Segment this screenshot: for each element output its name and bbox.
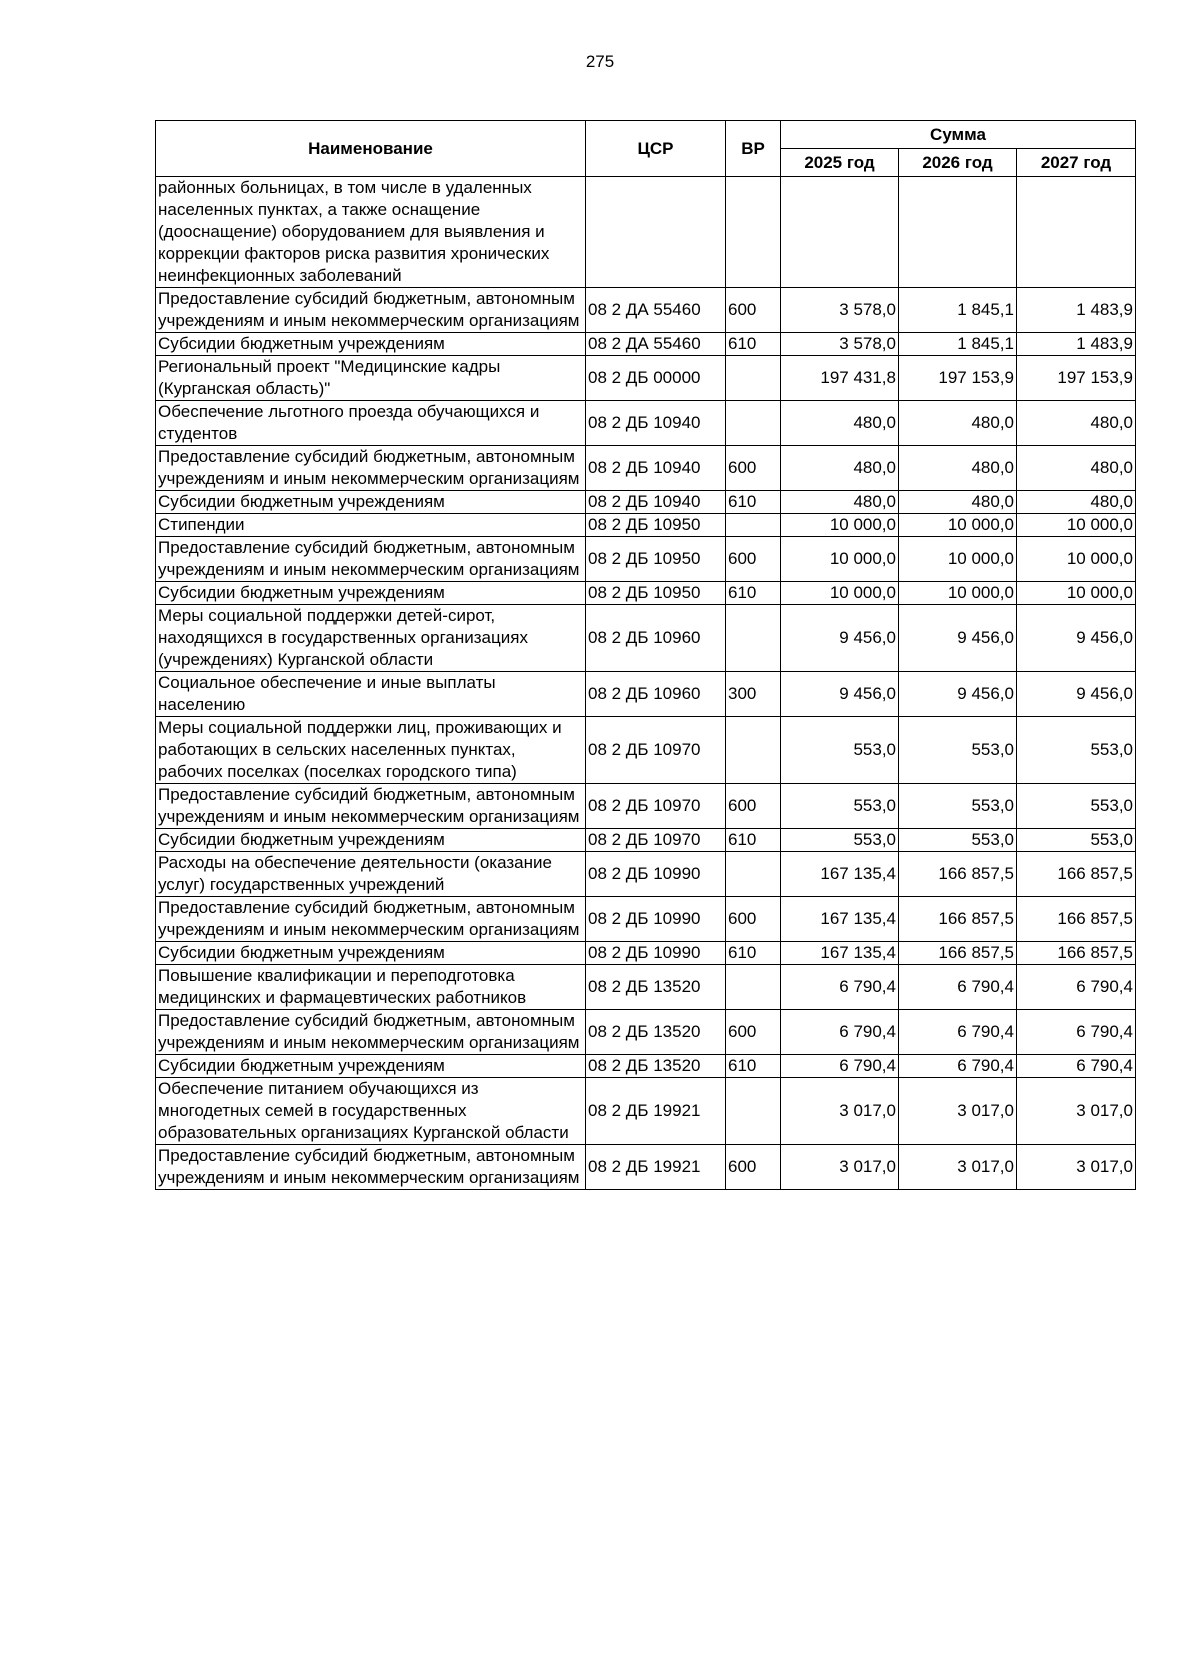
row-csr: 08 2 ДБ 10970 <box>586 717 726 784</box>
row-amount-2025: 480,0 <box>781 446 899 491</box>
row-amount-2026: 480,0 <box>899 446 1017 491</box>
row-amount-2027: 6 790,4 <box>1017 965 1136 1010</box>
row-vr: 610 <box>726 942 781 965</box>
row-amount-2027: 10 000,0 <box>1017 537 1136 582</box>
row-amount-2026: 553,0 <box>899 784 1017 829</box>
table-row <box>156 582 1136 605</box>
row-name: Социальное обеспечение и иные выплаты населению <box>156 672 586 717</box>
row-amount-2027: 6 790,4 <box>1017 1055 1136 1078</box>
table-row <box>156 829 1136 852</box>
row-amount-2026: 553,0 <box>899 829 1017 852</box>
row-name: Субсидии бюджетным учреждениям <box>156 829 586 852</box>
table-row <box>156 491 1136 514</box>
row-vr: 610 <box>726 582 781 605</box>
row-vr: 600 <box>726 288 781 333</box>
table-row <box>156 537 1136 582</box>
table-row <box>156 672 1136 717</box>
table-row <box>156 897 1136 942</box>
table-row <box>156 942 1136 965</box>
row-vr <box>726 401 781 446</box>
row-amount-2025: 10 000,0 <box>781 537 899 582</box>
row-vr <box>726 514 781 537</box>
row-name: Субсидии бюджетным учреждениям <box>156 582 586 605</box>
row-vr: 600 <box>726 784 781 829</box>
row-name: Субсидии бюджетным учреждениям <box>156 942 586 965</box>
row-name: Предоставление субсидий бюджетным, автономным учреждениям и иным некоммерческим организациям <box>156 1145 586 1190</box>
row-vr: 610 <box>726 1055 781 1078</box>
row-csr: 08 2 ДБ 13520 <box>586 965 726 1010</box>
table-row <box>156 1078 1136 1145</box>
row-amount-2027: 9 456,0 <box>1017 605 1136 672</box>
row-name: Стипендии <box>156 514 586 537</box>
row-amount-2026: 1 845,1 <box>899 333 1017 356</box>
row-csr: 08 2 ДБ 10990 <box>586 897 726 942</box>
row-csr <box>586 177 726 288</box>
row-amount-2026: 1 845,1 <box>899 288 1017 333</box>
row-amount-2026: 480,0 <box>899 491 1017 514</box>
row-csr: 08 2 ДБ 10970 <box>586 829 726 852</box>
row-csr: 08 2 ДБ 10940 <box>586 491 726 514</box>
row-amount-2025: 6 790,4 <box>781 1010 899 1055</box>
row-csr: 08 2 ДБ 13520 <box>586 1010 726 1055</box>
row-amount-2027: 166 857,5 <box>1017 852 1136 897</box>
row-amount-2027: 553,0 <box>1017 784 1136 829</box>
table-row <box>156 177 1136 288</box>
row-amount-2026: 480,0 <box>899 401 1017 446</box>
row-vr: 610 <box>726 333 781 356</box>
row-csr: 08 2 ДА 55460 <box>586 333 726 356</box>
table-row <box>156 356 1136 401</box>
row-vr <box>726 717 781 784</box>
row-csr: 08 2 ДА 55460 <box>586 288 726 333</box>
row-csr: 08 2 ДБ 10940 <box>586 401 726 446</box>
row-csr: 08 2 ДБ 10990 <box>586 852 726 897</box>
row-amount-2026: 166 857,5 <box>899 852 1017 897</box>
row-csr: 08 2 ДБ 10990 <box>586 942 726 965</box>
row-amount-2026: 166 857,5 <box>899 897 1017 942</box>
row-amount-2027 <box>1017 177 1136 288</box>
row-amount-2026: 6 790,4 <box>899 1010 1017 1055</box>
header-year-2027: 2027 год <box>1017 149 1136 177</box>
row-amount-2027: 197 153,9 <box>1017 356 1136 401</box>
row-amount-2025: 10 000,0 <box>781 514 899 537</box>
table-row <box>156 401 1136 446</box>
row-vr: 600 <box>726 537 781 582</box>
row-name: Обеспечение льготного проезда обучающихся и студентов <box>156 401 586 446</box>
row-amount-2026: 197 153,9 <box>899 356 1017 401</box>
table-row <box>156 1145 1136 1190</box>
row-vr <box>726 356 781 401</box>
row-csr: 08 2 ДБ 19921 <box>586 1145 726 1190</box>
table-row <box>156 288 1136 333</box>
row-amount-2026: 10 000,0 <box>899 514 1017 537</box>
row-vr: 300 <box>726 672 781 717</box>
header-sum: Сумма <box>781 121 1136 149</box>
table-body <box>156 177 1136 1190</box>
row-amount-2027: 1 483,9 <box>1017 288 1136 333</box>
row-amount-2027: 3 017,0 <box>1017 1078 1136 1145</box>
row-amount-2025: 6 790,4 <box>781 965 899 1010</box>
row-amount-2026: 166 857,5 <box>899 942 1017 965</box>
row-amount-2025 <box>781 177 899 288</box>
row-amount-2026: 9 456,0 <box>899 605 1017 672</box>
row-amount-2025: 9 456,0 <box>781 605 899 672</box>
row-amount-2025: 167 135,4 <box>781 942 899 965</box>
row-vr <box>726 605 781 672</box>
row-amount-2026: 3 017,0 <box>899 1078 1017 1145</box>
row-amount-2025: 3 017,0 <box>781 1078 899 1145</box>
row-amount-2027: 480,0 <box>1017 491 1136 514</box>
header-year-2025: 2025 год <box>781 149 899 177</box>
row-name: Предоставление субсидий бюджетным, автономным учреждениям и иным некоммерческим организациям <box>156 897 586 942</box>
row-name: Предоставление субсидий бюджетным, автономным учреждениям и иным некоммерческим организациям <box>156 288 586 333</box>
table-row <box>156 717 1136 784</box>
header-csr: ЦСР <box>586 121 726 177</box>
row-amount-2025: 167 135,4 <box>781 897 899 942</box>
row-vr: 600 <box>726 446 781 491</box>
row-name: Меры социальной поддержки детей-сирот, находящихся в государственных организациях (учреждениях) Курганской области <box>156 605 586 672</box>
budget-table <box>155 120 1136 1190</box>
row-name: Региональный проект "Медицинские кадры (Курганская область)" <box>156 356 586 401</box>
row-amount-2025: 3 578,0 <box>781 333 899 356</box>
row-name: Субсидии бюджетным учреждениям <box>156 1055 586 1078</box>
table-row <box>156 446 1136 491</box>
row-amount-2026 <box>899 177 1017 288</box>
row-vr <box>726 1078 781 1145</box>
header-year-2026: 2026 год <box>899 149 1017 177</box>
row-amount-2027: 480,0 <box>1017 446 1136 491</box>
row-name: Повышение квалификации и переподготовка медицинских и фармацевтических работников <box>156 965 586 1010</box>
row-name: Предоставление субсидий бюджетным, автономным учреждениям и иным некоммерческим организациям <box>156 784 586 829</box>
row-amount-2026: 6 790,4 <box>899 1055 1017 1078</box>
row-amount-2025: 197 431,8 <box>781 356 899 401</box>
table-row <box>156 1010 1136 1055</box>
table-row <box>156 514 1136 537</box>
row-amount-2026: 9 456,0 <box>899 672 1017 717</box>
row-csr: 08 2 ДБ 10950 <box>586 537 726 582</box>
row-amount-2025: 553,0 <box>781 829 899 852</box>
row-amount-2027: 10 000,0 <box>1017 582 1136 605</box>
row-name: Субсидии бюджетным учреждениям <box>156 333 586 356</box>
table-header <box>156 121 1136 177</box>
row-vr: 600 <box>726 1010 781 1055</box>
row-amount-2027: 3 017,0 <box>1017 1145 1136 1190</box>
row-amount-2025: 167 135,4 <box>781 852 899 897</box>
row-csr: 08 2 ДБ 10950 <box>586 514 726 537</box>
row-name: Обеспечение питанием обучающихся из многодетных семей в государственных образовательных организациях Курганской области <box>156 1078 586 1145</box>
row-amount-2025: 9 456,0 <box>781 672 899 717</box>
row-vr: 610 <box>726 829 781 852</box>
row-csr: 08 2 ДБ 13520 <box>586 1055 726 1078</box>
row-csr: 08 2 ДБ 10960 <box>586 605 726 672</box>
table-row <box>156 852 1136 897</box>
header-vr: ВР <box>726 121 781 177</box>
row-csr: 08 2 ДБ 19921 <box>586 1078 726 1145</box>
row-vr: 600 <box>726 1145 781 1190</box>
row-name: Меры социальной поддержки лиц, проживающих и работающих в сельских населенных пунктах, рабочих поселках (поселках городского типа) <box>156 717 586 784</box>
row-amount-2025: 10 000,0 <box>781 582 899 605</box>
table-row <box>156 965 1136 1010</box>
table-row <box>156 784 1136 829</box>
row-amount-2025: 553,0 <box>781 717 899 784</box>
row-amount-2025: 3 017,0 <box>781 1145 899 1190</box>
row-amount-2026: 6 790,4 <box>899 965 1017 1010</box>
row-csr: 08 2 ДБ 10940 <box>586 446 726 491</box>
row-name: Расходы на обеспечение деятельности (оказание услуг) государственных учреждений <box>156 852 586 897</box>
row-csr: 08 2 ДБ 10960 <box>586 672 726 717</box>
row-vr: 600 <box>726 897 781 942</box>
row-amount-2025: 480,0 <box>781 401 899 446</box>
row-amount-2026: 3 017,0 <box>899 1145 1017 1190</box>
row-name: Предоставление субсидий бюджетным, автономным учреждениям и иным некоммерческим организациям <box>156 446 586 491</box>
row-amount-2027: 9 456,0 <box>1017 672 1136 717</box>
row-vr <box>726 852 781 897</box>
row-amount-2027: 166 857,5 <box>1017 897 1136 942</box>
table-row <box>156 1055 1136 1078</box>
row-amount-2025: 553,0 <box>781 784 899 829</box>
row-vr <box>726 965 781 1010</box>
row-name: районных больницах, в том числе в удаленных населенных пунктах, а также оснащение (дооснащение) оборудованием для выявления и коррекции факторов риска развития хронических неинфекционных заболеваний <box>156 177 586 288</box>
row-amount-2027: 6 790,4 <box>1017 1010 1136 1055</box>
row-amount-2026: 553,0 <box>899 717 1017 784</box>
row-amount-2025: 3 578,0 <box>781 288 899 333</box>
row-amount-2025: 6 790,4 <box>781 1055 899 1078</box>
row-name: Субсидии бюджетным учреждениям <box>156 491 586 514</box>
row-vr: 610 <box>726 491 781 514</box>
row-name: Предоставление субсидий бюджетным, автономным учреждениям и иным некоммерческим организациям <box>156 1010 586 1055</box>
row-amount-2025: 480,0 <box>781 491 899 514</box>
row-amount-2027: 10 000,0 <box>1017 514 1136 537</box>
row-csr: 08 2 ДБ 10970 <box>586 784 726 829</box>
header-name: Наименование <box>156 121 586 177</box>
table-row <box>156 605 1136 672</box>
row-vr <box>726 177 781 288</box>
page-number: 275 <box>585 52 615 71</box>
row-name: Предоставление субсидий бюджетным, автономным учреждениям и иным некоммерческим организациям <box>156 537 586 582</box>
row-amount-2027: 553,0 <box>1017 717 1136 784</box>
table-row <box>156 333 1136 356</box>
row-amount-2026: 10 000,0 <box>899 537 1017 582</box>
row-amount-2026: 10 000,0 <box>899 582 1017 605</box>
row-amount-2027: 166 857,5 <box>1017 942 1136 965</box>
row-csr: 08 2 ДБ 10950 <box>586 582 726 605</box>
row-csr: 08 2 ДБ 00000 <box>586 356 726 401</box>
row-amount-2027: 553,0 <box>1017 829 1136 852</box>
row-amount-2027: 1 483,9 <box>1017 333 1136 356</box>
row-amount-2027: 480,0 <box>1017 401 1136 446</box>
